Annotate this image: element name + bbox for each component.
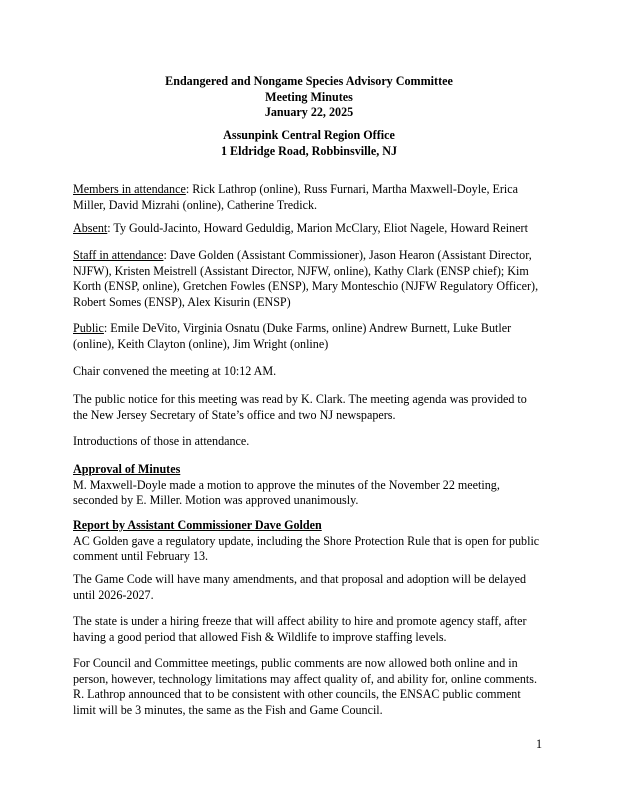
report-p1-line2: comment until February 13.	[73, 549, 209, 563]
report-p3-line2: having a good period that allowed Fish & Wildlife to improve staffing levels.	[73, 629, 447, 644]
introductions-text: Introductions of those in attendance.	[73, 434, 250, 448]
notice-text-1: The public notice for this meeting was read by K. Clark. The meeting agenda was provided to	[73, 392, 527, 406]
office-name: Assunpink Central Region Office	[223, 128, 395, 142]
introductions-paragraph	[73, 434, 553, 450]
notice-paragraph	[73, 392, 553, 423]
meeting-date: January 22, 2025	[264, 105, 354, 119]
report-p4-line2: person, however, technology limitations may affect quality of, and ability for, online comments.	[73, 671, 537, 686]
members-label: Members in attendance	[73, 182, 186, 196]
absent-text: : Ty Gould-Jacinto, Howard Geduldig, Marion McClary, Eliot Nagele, Howard Reinert	[107, 221, 528, 235]
absent-paragraph	[73, 221, 553, 237]
report-p4-line4: limit will be 3 minutes, the same as the Fish and Game Council.	[73, 702, 383, 717]
report-p2-line1: The Game Code will have many amendments, and that proposal and adoption will be delayed	[73, 572, 527, 586]
staff-text: : Dave Golden (Assistant Commissioner), Jason Hearon (Assistant Director,	[163, 248, 532, 262]
public-text-cont: (online), Keith Clayton (online), Jim Wright (online)	[73, 336, 329, 351]
report-paragraph-4	[73, 656, 553, 718]
convened-text: Chair convened the meeting at 10:12 AM.	[73, 364, 277, 378]
report-p3-line1: The state is under a hiring freeze that will affect ability to hire and promote agency staff, after	[73, 614, 527, 628]
members-text: : Rick Lathrop (online), Russ Furnari, Martha Maxwell-Doyle, Erica	[185, 182, 519, 196]
report-p2-line2: until 2026-2027.	[73, 587, 154, 602]
report-p4-line1: For Council and Committee meetings, public comments are now allowed both online and in	[73, 656, 518, 670]
members-text-cont: Miller, David Mizrahi (online), Catherine Tredick.	[73, 197, 318, 212]
report-p4-line3: R. Lathrop announced that to be consistent with other councils, the ENSAC public comment	[73, 687, 521, 701]
office-address: 1 Eldridge Road, Robbinsville, NJ	[220, 143, 398, 158]
meeting-location	[0, 128, 618, 159]
report-p1-line1: AC Golden gave a regulatory update, including the Shore Protection Rule that is open for public	[73, 533, 540, 548]
approval-section	[73, 462, 553, 509]
public-text: : Emile DeVito, Virginia Osnatu (Duke Farms, online) Andrew Burnett, Luke Butler	[103, 321, 512, 335]
report-heading: Report by Assistant Commissioner Dave Golden	[73, 518, 322, 532]
document-header	[0, 74, 618, 121]
staff-paragraph	[73, 248, 553, 310]
public-label: Public	[73, 321, 104, 335]
approval-text-1: M. Maxwell-Doyle made a motion to approve the minutes of the November 22 meeting,	[73, 477, 500, 492]
page-number: 1	[536, 737, 543, 751]
report-section	[73, 518, 553, 565]
document-type: Meeting Minutes	[265, 89, 353, 104]
approval-heading: Approval of Minutes	[73, 462, 181, 476]
committee-name: Endangered and Nongame Species Advisory Committee	[165, 74, 453, 88]
approval-text-2: seconded by E. Miller. Motion was approved unanimously.	[73, 493, 359, 507]
staff-label: Staff in attendance	[73, 248, 164, 262]
convened-paragraph	[73, 364, 553, 380]
notice-text-2: the New Jersey Secretary of State’s office and two NJ newspapers.	[73, 407, 396, 422]
staff-text-2: NJFW), Kristen Meistrell (Assistant Director, NJFW, online), Kathy Clark (ENSP chief); Kim	[73, 263, 529, 278]
report-paragraph-3	[73, 614, 553, 645]
report-paragraph-2	[73, 572, 553, 603]
members-paragraph	[73, 182, 553, 213]
staff-text-4: Robert Somes (ENSP), Alex Kisurin (ENSP)	[73, 294, 291, 309]
public-paragraph	[73, 321, 553, 352]
staff-text-3: Korth (ENSP, online), Gretchen Fowles (ENSP), Mary Monteschio (NJFW Regulatory Officer),	[73, 279, 539, 293]
absent-label: Absent	[73, 221, 108, 235]
